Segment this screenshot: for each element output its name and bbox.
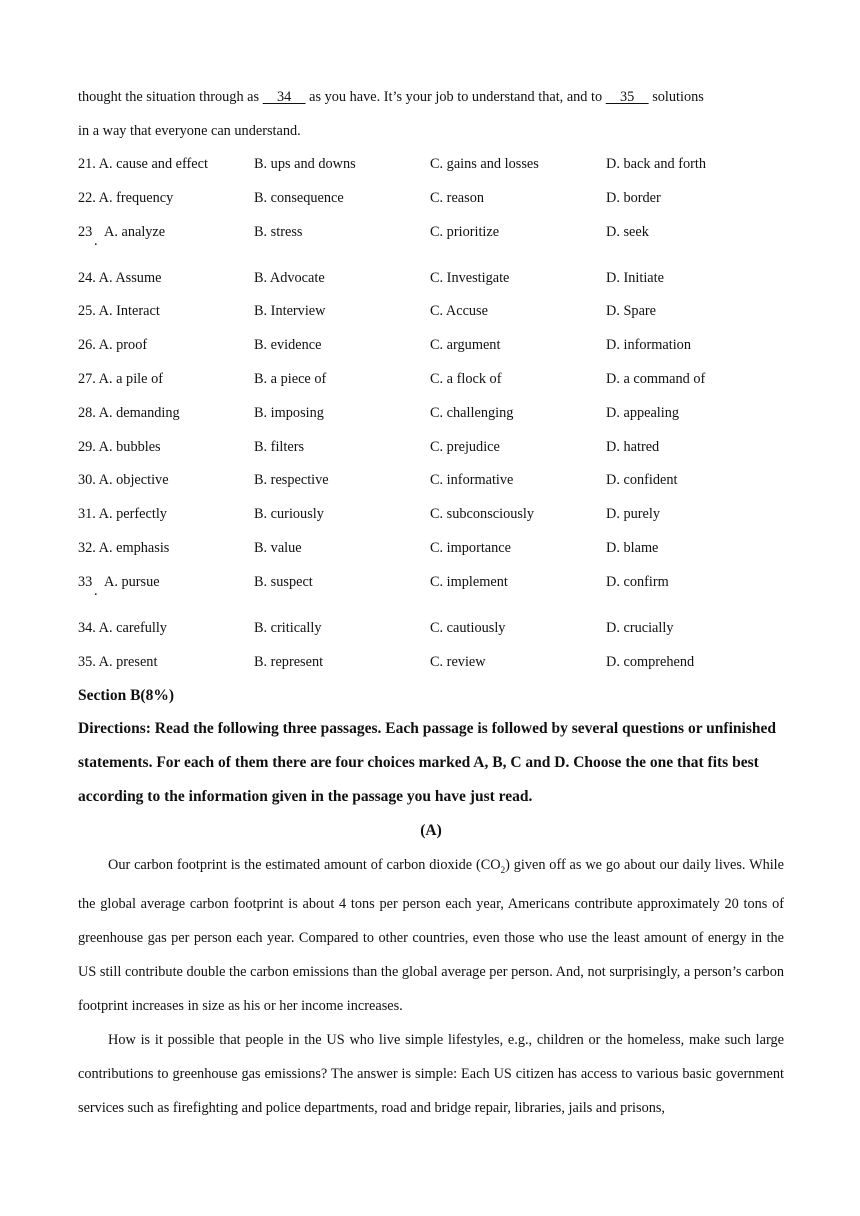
option-c: C. argument — [430, 337, 501, 354]
option-d: D. border — [606, 189, 661, 206]
option-row-32 — [78, 532, 784, 566]
option-b: B. respective — [254, 472, 329, 489]
option-d: D. comprehend — [606, 653, 695, 670]
option-c: C. informative — [430, 472, 514, 489]
option-c: C. challenging — [430, 404, 514, 421]
question-number: 25. A. — [78, 303, 113, 320]
blank-34: 34 — [262, 89, 306, 105]
question-number: 30. A. — [78, 472, 113, 489]
option-d: D. information — [606, 337, 691, 354]
option-row-33 — [78, 566, 784, 612]
option-d: D. Initiate — [606, 269, 664, 286]
question-number: 21. A. — [78, 156, 113, 172]
option-row-35 — [78, 646, 784, 680]
section-title: Section B(8%) — [78, 687, 175, 705]
option-row-27 — [78, 363, 784, 397]
option-a: objective — [116, 472, 169, 489]
question-number: 27. A. — [78, 370, 113, 387]
question-number: 23 . — [78, 216, 104, 250]
option-d: D. Spare — [606, 303, 657, 320]
option-row-26 — [78, 329, 784, 363]
question-number: 34. A. — [78, 619, 113, 636]
option-c: C. a flock of — [430, 370, 502, 387]
option-a: cause and effect — [116, 156, 208, 172]
option-d: D. hatred — [606, 438, 660, 455]
question-number: 28. A. — [78, 404, 113, 421]
option-b: B. consequence — [254, 189, 344, 206]
option-d: D. crucially — [606, 619, 674, 636]
option-c: C. importance — [430, 539, 511, 556]
passage-title: (A) — [420, 822, 442, 840]
option-c: C. Investigate — [430, 269, 510, 286]
option-b: B. suspect — [254, 573, 313, 590]
option-b: B. represent — [254, 653, 324, 670]
option-c: C. prioritize — [430, 223, 500, 240]
question-number: 35. A. — [78, 653, 113, 670]
option-c: C. gains and losses — [430, 156, 539, 172]
option-a: bubbles — [116, 438, 161, 455]
option-row-28 — [78, 397, 784, 431]
question-number: 24. A. — [78, 269, 113, 286]
option-b: B. critically — [254, 619, 322, 636]
blank-35: 35 — [605, 89, 649, 105]
option-b: B. Advocate — [254, 269, 325, 286]
option-a: perfectly — [116, 506, 167, 523]
option-b: B. Interview — [254, 303, 326, 320]
option-b: B. stress — [254, 223, 303, 240]
passage-continuation-line — [78, 80, 784, 114]
option-row-23 — [78, 216, 784, 262]
option-d: D. confident — [606, 472, 678, 489]
option-c: C. reason — [430, 189, 484, 206]
passage-paragraph-1: Our carbon footprint is the estimated amount of carbon dioxide $(CO_2)$ given off as we go about our daily lives. While the global average carbon footprint is about 4 tons per person each year, Americans contribute approximately 20 tons of greenhouse gas per person each year. Compared to other countries, even those who use the least amount of energy in the US still contribute double the carbon emissions than the global average per person. And, not surprisingly, a person’s carbon footprint increases in size as his or her income increases. — [78, 857, 785, 1015]
option-a: emphasis — [116, 539, 170, 556]
option-a: Assume — [115, 269, 162, 286]
option-a: A. analyze — [104, 223, 166, 240]
option-b: B. a piece of — [254, 370, 327, 387]
option-d: D. back and forth — [606, 156, 707, 172]
option-row-24 — [78, 262, 784, 296]
passage-paragraph-2: How is it possible that people in the US who live simple lifestyles, e.g., children or the homeless, make such large contributions to greenhouse gas emissions? The answer is simple: Each US citizen has access to various basic government services such as firefighting and police departments, road and bridge repair, libraries, jails and prisons, — [78, 1032, 784, 1117]
option-b: B. curiously — [254, 506, 324, 523]
option-d: D. appealing — [606, 404, 680, 421]
option-row-25 — [78, 295, 784, 329]
option-a: carefully — [116, 619, 167, 636]
question-number: 31. A. — [78, 506, 113, 523]
option-a: frequency — [116, 189, 174, 206]
option-row-31 — [78, 498, 784, 532]
question-number: 33 . — [78, 566, 104, 600]
option-a: proof — [116, 337, 148, 354]
option-d: D. a command of — [606, 370, 706, 387]
option-b: B. evidence — [254, 337, 322, 354]
passage-continuation-line-2: in a way that everyone can understand. — [78, 123, 301, 139]
option-a: present — [116, 653, 158, 670]
question-number: 22. A. — [78, 189, 113, 206]
option-b: B. filters — [254, 438, 305, 455]
option-c: C. implement — [430, 573, 508, 590]
option-row-30 — [78, 464, 784, 498]
option-d: D. seek — [606, 223, 649, 240]
option-a: Interact — [116, 303, 160, 320]
option-c: C. cautiously — [430, 619, 506, 636]
option-row-34 — [78, 612, 784, 646]
intro-text-3: solutions — [648, 89, 704, 105]
option-row-21 — [78, 148, 784, 182]
subscript-2: 2 — [500, 865, 506, 876]
question-number: 26. A. — [78, 337, 113, 354]
answer-options-list — [78, 148, 784, 679]
option-c: C. Accuse — [430, 303, 488, 320]
option-a: A. pursue — [104, 573, 160, 590]
option-a: demanding — [116, 404, 180, 421]
option-d: D. blame — [606, 539, 659, 556]
option-d: D. purely — [606, 506, 660, 523]
option-b: B. imposing — [254, 404, 324, 421]
option-row-29 — [78, 431, 784, 465]
option-b: B. ups and downs — [254, 156, 356, 172]
page-content — [78, 80, 784, 1125]
section-directions: Directions: Read the following three passages. Each passage is followed by several questions or unfinished statements. For each of them there are four choices marked A, B, C and D. Choose the one that fits best according to the information given in the passage you have just read. — [78, 720, 776, 806]
question-number: 29. A. — [78, 438, 113, 455]
intro-text-1: thought the situation through as — [78, 89, 263, 105]
option-c: C. prejudice — [430, 438, 500, 455]
option-a: a pile of — [116, 370, 163, 387]
option-c: C. subconsciously — [430, 506, 535, 523]
question-number: 32. A. — [78, 539, 113, 556]
option-d: D. confirm — [606, 573, 669, 590]
option-b: B. value — [254, 539, 302, 556]
option-c: C. review — [430, 653, 486, 670]
option-row-22 — [78, 182, 784, 216]
intro-text-2: as you have. It’s your job to understand that, and to — [305, 89, 606, 105]
